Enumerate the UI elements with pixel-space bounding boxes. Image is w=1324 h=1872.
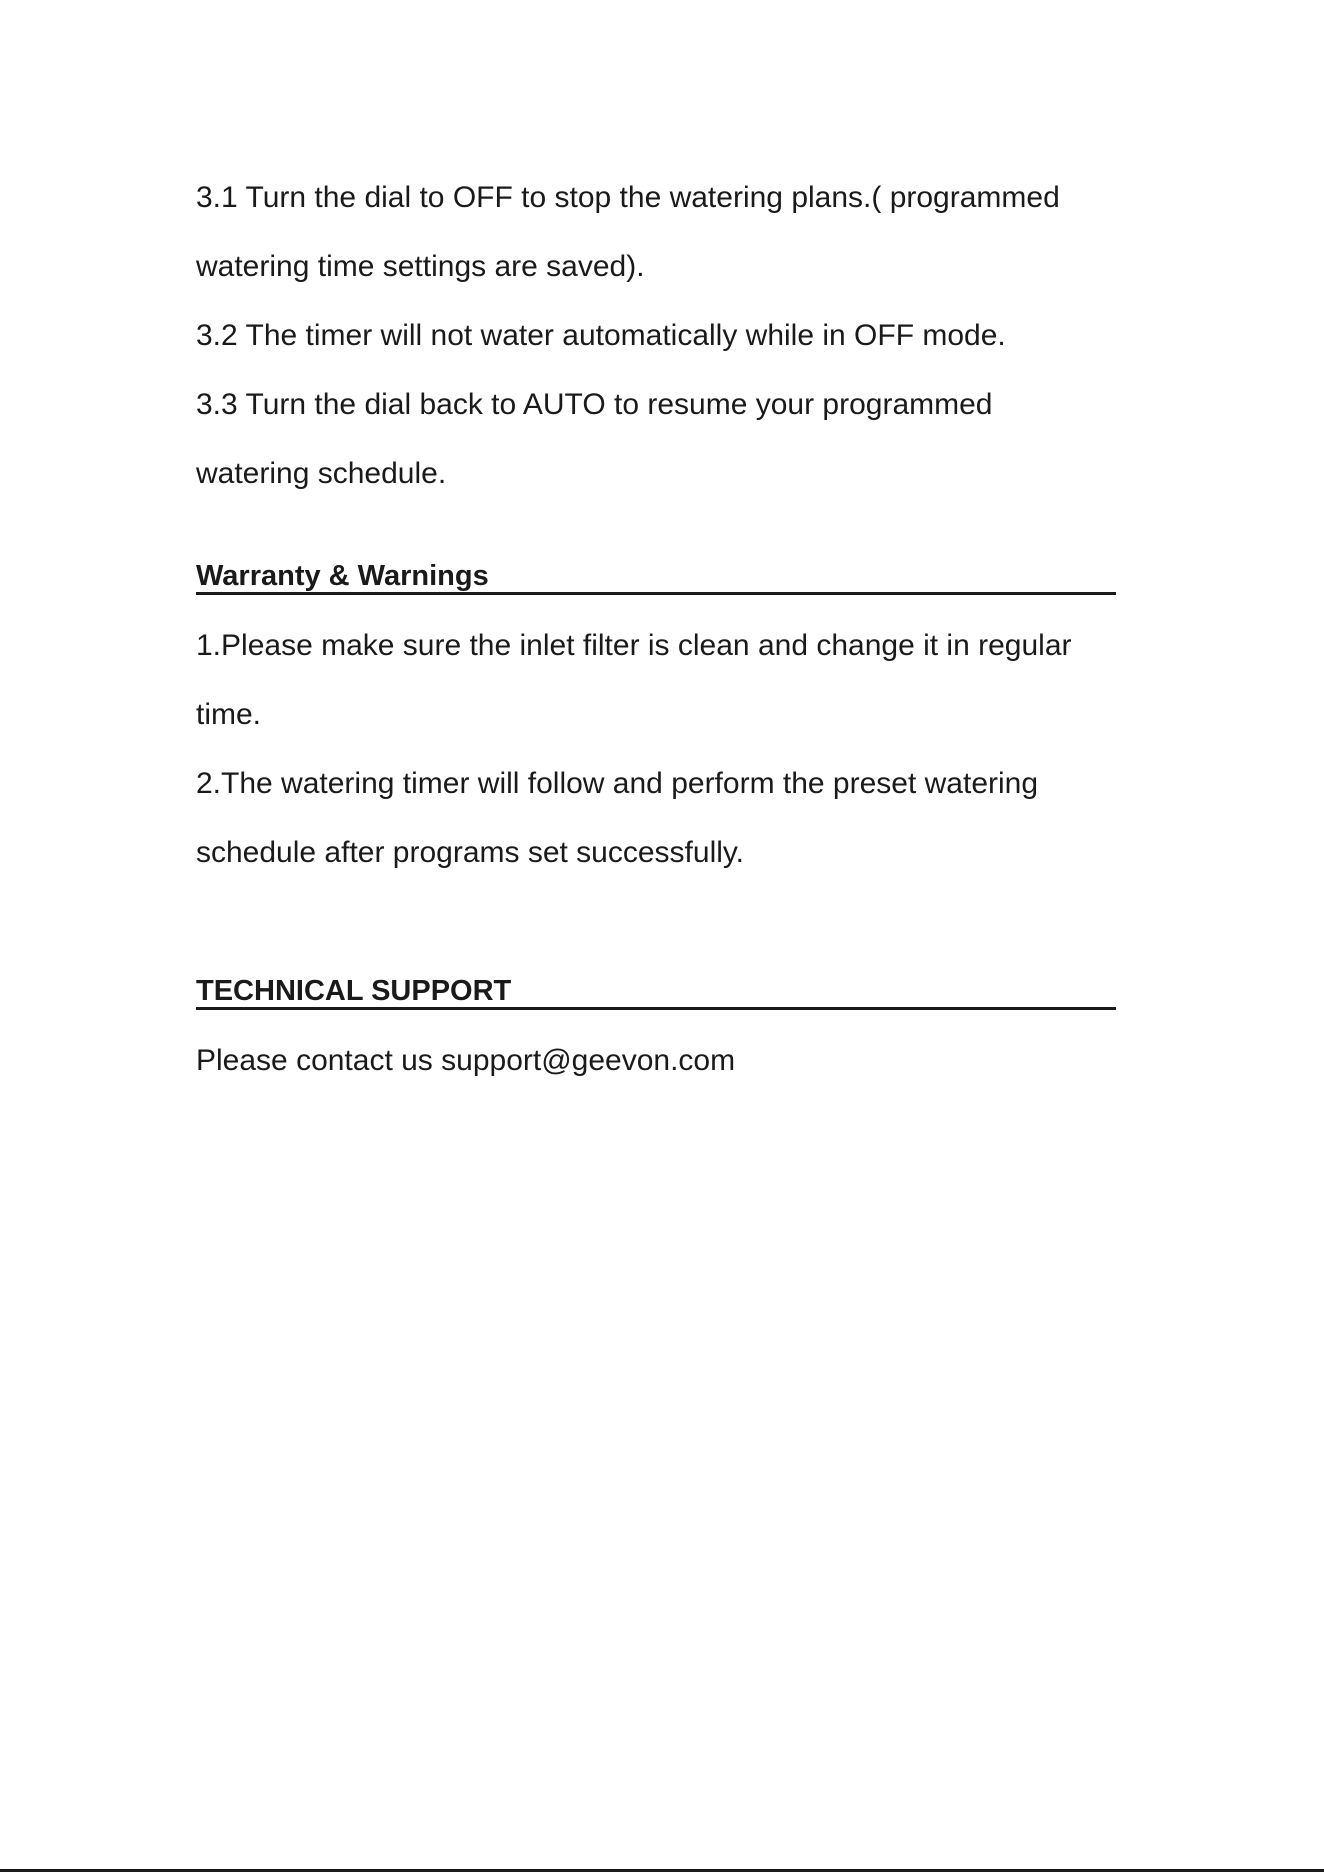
warranty-item-2-line-1: 2.The watering timer will follow and perform the preset watering xyxy=(196,767,1039,800)
support-contact-text: Please contact us support@geevon.com xyxy=(196,1044,736,1077)
warranty-heading xyxy=(196,555,1116,595)
technical-support-heading xyxy=(196,970,1116,1010)
step-3-1-line-1: 3.1 Turn the dial to OFF to stop the watering plans.( programmed xyxy=(196,181,1060,214)
warranty-item-1-line-1: 1.Please make sure the inlet filter is clean and change it in regular xyxy=(196,629,1072,662)
step-3-3-line-2: watering schedule. xyxy=(196,457,447,490)
step-3-2: 3.2 The timer will not water automatically while in OFF mode. xyxy=(196,319,1006,352)
warranty-item-2-line-2: schedule after programs set successfully. xyxy=(196,836,745,869)
step-3-1-line-2: watering time settings are saved). xyxy=(196,250,645,283)
warranty-item-1-line-2: time. xyxy=(196,698,262,731)
warranty-heading-title: Warranty & Warnings xyxy=(196,560,489,592)
technical-support-heading-title: TECHNICAL SUPPORT xyxy=(196,975,512,1007)
step-3-3-line-1: 3.3 Turn the dial back to AUTO to resume your programmed xyxy=(196,388,993,421)
